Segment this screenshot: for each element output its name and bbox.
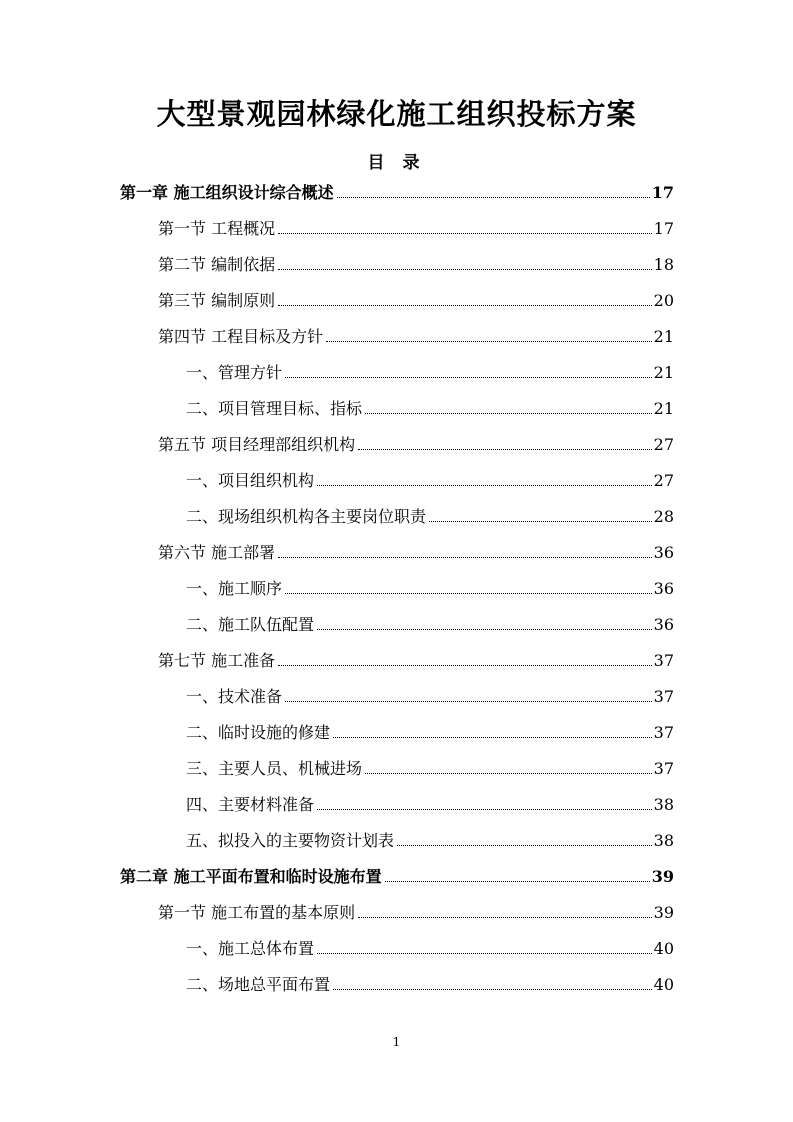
toc-entry-page: 37 — [653, 723, 674, 742]
toc-leader-dots — [365, 773, 652, 774]
toc-entry-label: 第四节 工程目标及方针 — [158, 327, 324, 346]
toc-leader-dots — [358, 449, 652, 450]
toc-leader-dots — [333, 737, 652, 738]
toc-entry[interactable] — [186, 353, 674, 383]
toc-entry-page: 20 — [653, 291, 674, 310]
toc-entry-page: 38 — [653, 831, 674, 850]
toc-entry-page: 17 — [651, 183, 674, 202]
toc-entry-label: 第一节 工程概况 — [158, 219, 276, 238]
toc-entry-label: 第三节 编制原则 — [158, 291, 276, 310]
toc-entry[interactable] — [186, 785, 674, 815]
toc-entry[interactable] — [158, 209, 674, 239]
toc-entry-label: 第六节 施工部署 — [158, 543, 276, 562]
toc-entry-page: 40 — [653, 975, 674, 994]
toc-leader-dots — [317, 953, 652, 954]
toc-leader-dots — [285, 701, 652, 702]
toc-entry[interactable] — [120, 173, 674, 203]
toc-entry[interactable] — [186, 929, 674, 959]
toc-entry[interactable] — [158, 425, 674, 455]
toc-entry-page: 28 — [653, 507, 674, 526]
toc-leader-dots — [358, 917, 652, 918]
toc-leader-dots — [278, 665, 652, 666]
toc-entry-page: 40 — [653, 939, 674, 958]
toc-entry-page: 39 — [651, 867, 674, 886]
toc-entry-label: 二、现场组织机构各主要岗位职责 — [186, 507, 427, 526]
toc-leader-dots — [397, 845, 652, 846]
toc-entry-label: 第二章 施工平面布置和临时设施布置 — [120, 867, 382, 886]
toc-leader-dots — [317, 629, 652, 630]
toc-entry-label: 二、项目管理目标、指标 — [186, 399, 363, 418]
toc-entry-page: 39 — [653, 903, 674, 922]
toc-entry[interactable] — [186, 569, 674, 599]
toc-entry-label: 第五节 项目经理部组织机构 — [158, 435, 356, 454]
toc-entry[interactable] — [186, 713, 674, 743]
toc-entry[interactable] — [120, 857, 674, 887]
toc-heading: 目 录 — [367, 153, 426, 173]
toc-leader-dots — [333, 989, 652, 990]
toc-entry-page: 21 — [653, 399, 674, 418]
toc-entry-label: 四、主要材料准备 — [186, 795, 315, 814]
toc-entry[interactable] — [158, 281, 674, 311]
toc-entry-page: 37 — [653, 759, 674, 778]
toc-entry[interactable] — [186, 389, 674, 419]
toc-entry[interactable] — [186, 461, 674, 491]
toc-entry-label: 三、主要人员、机械进场 — [186, 759, 363, 778]
toc-entry-label: 二、场地总平面布置 — [186, 975, 331, 994]
toc-leader-dots — [285, 377, 652, 378]
toc-entry-label: 第一章 施工组织设计综合概述 — [120, 183, 334, 202]
toc-entry[interactable] — [186, 965, 674, 995]
toc-entry-label: 一、项目组织机构 — [186, 471, 315, 490]
toc-entry-page: 27 — [653, 471, 674, 490]
toc-entry-label: 一、技术准备 — [186, 687, 283, 706]
toc-entry-label: 第七节 施工准备 — [158, 651, 276, 670]
toc-entry-page: 21 — [653, 327, 674, 346]
toc-entry-label: 一、施工顺序 — [186, 579, 283, 598]
toc-leader-dots — [317, 809, 652, 810]
toc-entry-page: 36 — [653, 579, 674, 598]
toc-entry[interactable] — [186, 677, 674, 707]
toc-entry[interactable] — [186, 749, 674, 779]
toc-leader-dots — [278, 269, 652, 270]
toc-entry-page: 38 — [653, 795, 674, 814]
toc-leader-dots — [278, 233, 652, 234]
toc-entry-page: 37 — [653, 651, 674, 670]
toc-entry[interactable] — [186, 497, 674, 527]
toc-entry-page: 37 — [653, 687, 674, 706]
toc-leader-dots — [337, 197, 650, 198]
toc-entry-page: 18 — [653, 255, 674, 274]
toc-entry[interactable] — [158, 245, 674, 275]
toc-entry-page: 36 — [653, 615, 674, 634]
toc-entry-label: 第一节 施工布置的基本原则 — [158, 903, 356, 922]
toc-entry-label: 一、管理方针 — [186, 363, 283, 382]
toc-entry-page: 17 — [653, 219, 674, 238]
toc-entry[interactable] — [158, 641, 674, 671]
toc-entry-label: 一、施工总体布置 — [186, 939, 315, 958]
toc-entry-page: 27 — [653, 435, 674, 454]
toc-entry[interactable] — [158, 893, 674, 923]
document-title: 大型景观园林绿化施工组织投标方案 — [156, 97, 637, 131]
toc-entry[interactable] — [186, 605, 674, 635]
toc-entry[interactable] — [186, 821, 674, 851]
toc-entry-page: 21 — [653, 363, 674, 382]
toc-entry[interactable] — [158, 533, 674, 563]
toc-leader-dots — [326, 341, 652, 342]
toc-leader-dots — [278, 305, 652, 306]
toc-leader-dots — [365, 413, 652, 414]
toc-leader-dots — [385, 881, 650, 882]
page-number: 1 — [392, 1035, 401, 1049]
toc-leader-dots — [278, 557, 652, 558]
toc-entry-label: 第二节 编制依据 — [158, 255, 276, 274]
toc-entry[interactable] — [158, 317, 674, 347]
toc-entry-label: 二、施工队伍配置 — [186, 615, 315, 634]
toc-leader-dots — [317, 485, 652, 486]
toc-entry-label: 五、拟投入的主要物资计划表 — [186, 831, 395, 850]
toc-leader-dots — [429, 521, 652, 522]
toc-entry-label: 二、临时设施的修建 — [186, 723, 331, 742]
toc-entry-page: 36 — [653, 543, 674, 562]
toc-leader-dots — [285, 593, 652, 594]
